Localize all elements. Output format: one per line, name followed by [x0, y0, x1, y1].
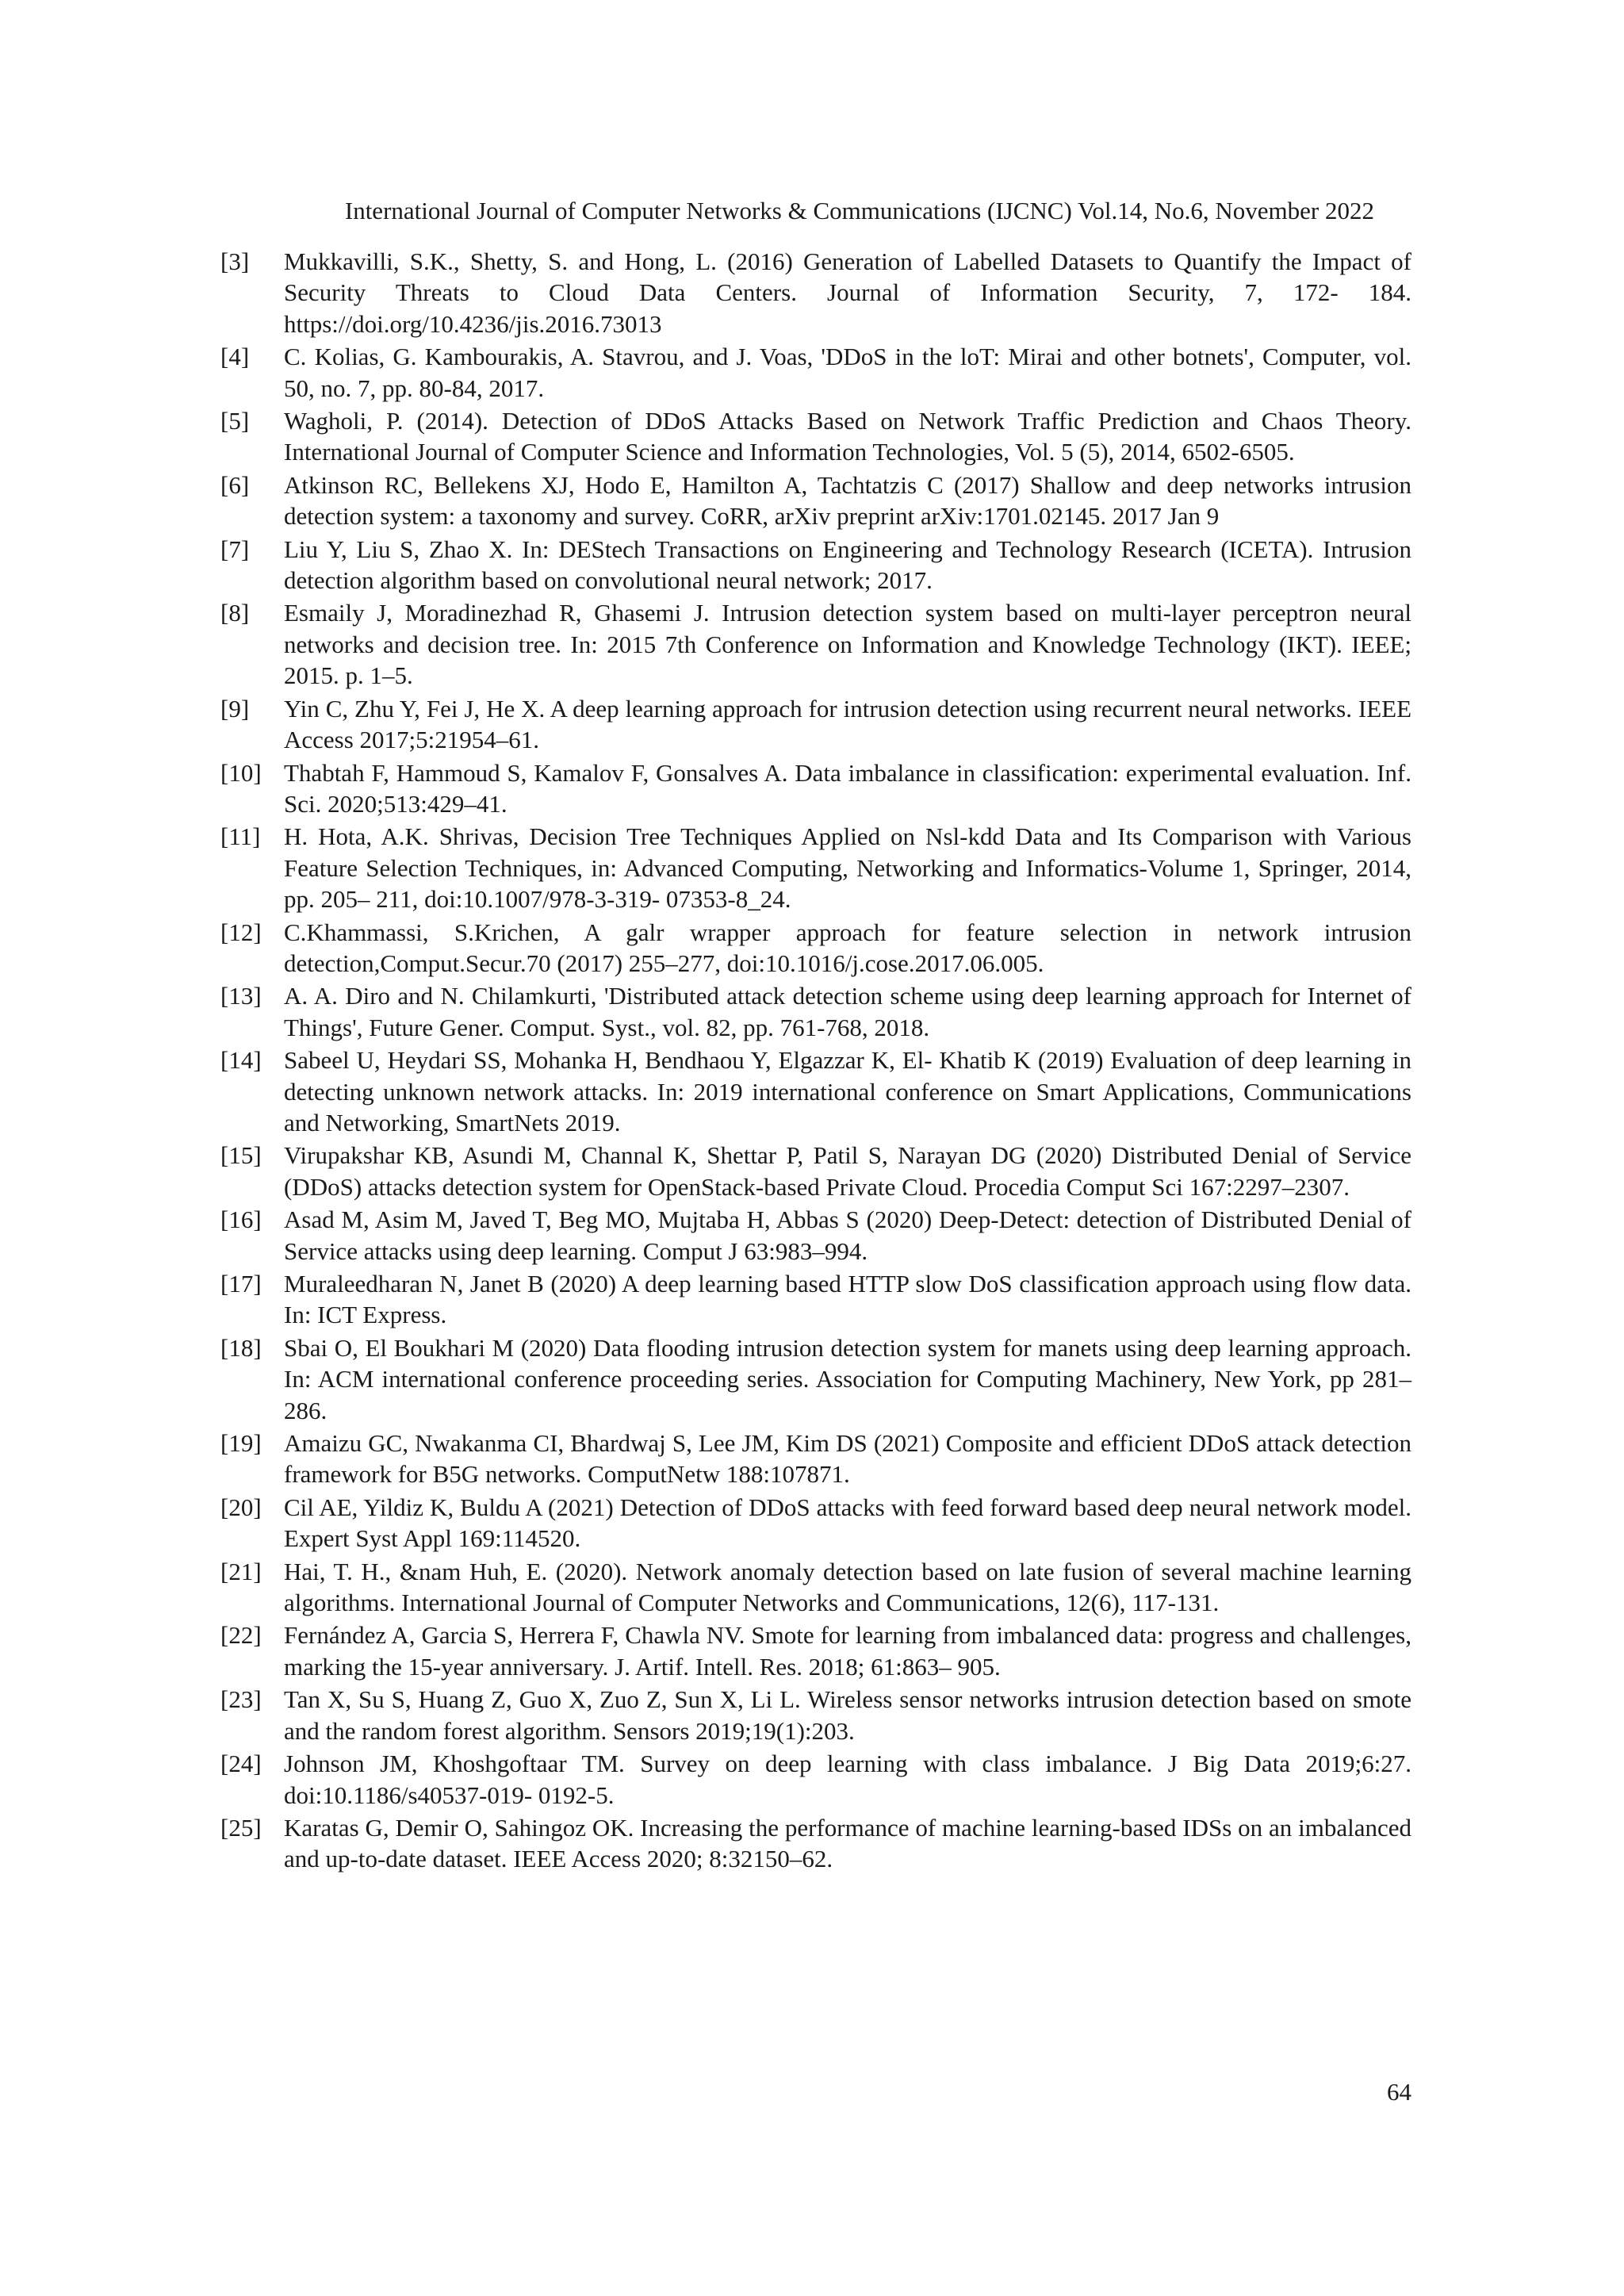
reference-item [220, 597, 1411, 691]
reference-text: Muraleedharan N, Janet B (2020) A deep learning based HTTP slow DoS classification approach using flow data. In: ICT Express. [284, 1270, 1411, 1329]
reference-text: Atkinson RC, Bellekens XJ, Hodo E, Hamilton A, Tachtatzis C (2017) Shallow and deep networks intrusion detection system: a taxonomy and survey. CoRR, arXiv preprint arXiv:1701.02145. 2017 Jan 9 [284, 470, 1411, 531]
reference-text: Cil AE, Yildiz K, Buldu A (2021) Detection of DDoS attacks with feed forward based deep neural network model. Expert Syst Appl 169:114520. [284, 1493, 1411, 1553]
reference-text: C. Kolias, G. Kambourakis, A. Stavrou, and J. Voas, 'DDoS in the loT: Mirai and other botnets', Computer, vol. 50, no. 7, pp. 80-84, 2017. [284, 343, 1411, 402]
reference-number: [11] [220, 822, 261, 851]
reference-item [220, 1428, 1411, 1490]
reference-text: Yin C, Zhu Y, Fei J, He X. A deep learning approach for intrusion detection using recurrent neural networks. IEEE Access 2017;5:21954–61. [284, 694, 1411, 754]
reference-number: [25] [220, 1813, 262, 1842]
reference-text: Karatas G, Demir O, Sahingoz OK. Increasing the performance of machine learning-based IDSs on an imbalanced and up-to-date dataset. IEEE Access 2020; 8:32150–62. [284, 1813, 1411, 1873]
reference-text: Asad M, Asim M, Javed T, Beg MO, Mujtaba H, Abbas S (2020) Deep-Detect: detection of Distributed Denial of Service attacks using deep learning. Comput J 63:983–994. [284, 1205, 1411, 1265]
reference-number: [4] [220, 343, 250, 371]
reference-number: [5] [220, 407, 250, 435]
reference-number: [15] [220, 1141, 262, 1170]
reference-text: Mukkavilli, S.K., Shetty, S. and Hong, L. (2016) Generation of Labelled Datasets to Quantify the Impact of Security Threats to Cloud Data Centers. Journal of Information Security, 7, 172- 184. https://doi.org/10.4236/jis.2016.73013 [284, 247, 1411, 338]
reference-text: Tan X, Su S, Huang Z, Guo X, Zuo Z, Sun X, Li L. Wireless sensor networks intrusion detection based on smote and the random forest algorithm. Sensors 2019;19(1):203. [284, 1685, 1411, 1745]
reference-number: [3] [220, 247, 250, 275]
reference-item [220, 1619, 1411, 1682]
reference-item [220, 693, 1411, 756]
reference-number: [12] [220, 918, 262, 946]
reference-text: Sabeel U, Heydari SS, Mohanka H, Bendhaou Y, Elgazzar K, El- Khatib K (2019) Evaluation of deep learning in detecting unknown network attacks. In: 2019 international conference on Smart Applications, Communications and Networking, SmartNets 2019. [284, 1046, 1411, 1137]
reference-number: [14] [220, 1046, 262, 1075]
reference-item [220, 246, 1411, 339]
reference-item [220, 470, 1411, 532]
reference-text: Esmaily J, Moradinezhad R, Ghasemi J. Intrusion detection system based on multi-layer perceptron neural networks and decision tree. In: 2015 7th Conference on Information and Knowledge Technology (IKT). IEEE; 2015. p. 1–5. [284, 599, 1411, 690]
reference-number: [16] [220, 1205, 262, 1234]
reference-number: [23] [220, 1685, 262, 1714]
reference-text: Amaizu GC, Nwakanma CI, Bhardwaj S, Lee JM, Kim DS (2021) Composite and efficient DDoS attack detection framework for B5G networks. ComputNetw 188:107871. [284, 1429, 1411, 1489]
reference-text: Johnson JM, Khoshgoftaar TM. Survey on deep learning with class imbalance. J Big Data 2019;6:27. doi:10.1186/s40537-019- 0192-5. [284, 1750, 1411, 1809]
reference-item [220, 1492, 1411, 1554]
reference-number: [24] [220, 1750, 262, 1778]
reference-text: Wagholi, P. (2014). Detection of DDoS Attacks Based on Network Traffic Prediction and Chaos Theory. International Journal of Computer Science and Information Technologies, Vol. 5 (5), 2014, 6502-6505. [284, 407, 1411, 466]
running-header: International Journal of Computer Networks & Communications (IJCNC) Vol.14, No.6, November 2022 [344, 197, 1374, 224]
reference-item [220, 757, 1411, 820]
reference-number: [13] [220, 982, 262, 1010]
reference-text: A. A. Diro and N. Chilamkurti, 'Distributed attack detection scheme using deep learning approach for Internet of Things', Future Gener. Comput. Syst., vol. 82, pp. 761-768, 2018. [284, 982, 1411, 1041]
reference-item [220, 821, 1411, 914]
reference-text: Sbai O, El Boukhari M (2020) Data flooding intrusion detection system for manets using deep learning approach. In: ACM international conference proceeding series. Association for Computing Machinery, New York, pp 281–286. [284, 1333, 1411, 1424]
reference-item [220, 341, 1411, 404]
reference-number: [10] [220, 758, 262, 787]
reference-number: [6] [220, 470, 250, 499]
reference-item [220, 1332, 1411, 1426]
reference-text: Liu Y, Liu S, Zhao X. In: DEStech Transactions on Engineering and Technology Research (ICETA). Intrusion detection algorithm based on convolutional neural network; 2017. [284, 535, 1411, 595]
reference-item [220, 405, 1411, 468]
reference-number: [17] [220, 1270, 262, 1297]
reference-text: Hai, T. H., &nam Huh, E. (2020). Network anomaly detection based on late fusion of several machine learning algorithms. International Journal of Computer Networks and Communications, 12(6), 117-131. [284, 1557, 1411, 1617]
reference-text: C.Khammassi, S.Krichen, A galr wrapper approach for feature selection in network intrusion detection,Comput.Secur.70 (2017) 255–277, doi:10.1016/j.cose.2017.06.005. [284, 918, 1411, 977]
reference-item [220, 917, 1411, 979]
reference-number: [7] [220, 535, 250, 563]
reference-item [220, 1204, 1411, 1267]
reference-text: Virupakshar KB, Asundi M, Channal K, Shettar P, Patil S, Narayan DG (2020) Distributed Denial of Service (DDoS) attacks detection system for OpenStack-based Private Cloud. Procedia Comput Sci 167:2297–2307. [284, 1141, 1411, 1201]
reference-item [220, 1045, 1411, 1138]
reference-number: [22] [220, 1621, 262, 1650]
reference-item [220, 1684, 1411, 1746]
reference-item [220, 1748, 1411, 1811]
reference-number: [8] [220, 599, 250, 627]
reference-number: [21] [220, 1557, 262, 1585]
reference-text: Fernández A, Garcia S, Herrera F, Chawla NV. Smote for learning from imbalanced data: progress and challenges, marking the 15-year anniversary. J. Artif. Intell. Res. 2018; 61:863– 905. [284, 1621, 1411, 1681]
reference-item [220, 980, 1411, 1043]
reference-item [220, 1812, 1411, 1875]
reference-number: [9] [220, 694, 250, 723]
reference-number: [18] [220, 1333, 262, 1362]
reference-text: H. Hota, A.K. Shrivas, Decision Tree Techniques Applied on Nsl-kdd Data and Its Comparison with Various Feature Selection Techniques, in: Advanced Computing, Networking and Informatics-Volume 1, Springer, 2014, pp. 205– 211, doi:10.1007/978-3-319- 07353-8_24. [284, 822, 1411, 914]
page-number: 64 [1387, 2078, 1411, 2106]
reference-item [220, 1556, 1411, 1619]
reference-item [220, 534, 1411, 596]
reference-item [220, 1268, 1411, 1331]
reference-text: Thabtah F, Hammoud S, Kamalov F, Gonsalves A. Data imbalance in classification: experimental evaluation. Inf. Sci. 2020;513:429–41. [284, 758, 1411, 818]
reference-number: [19] [220, 1429, 262, 1458]
reference-number: [20] [220, 1493, 262, 1521]
reference-item [220, 1140, 1411, 1202]
reference-list [220, 246, 1411, 1876]
